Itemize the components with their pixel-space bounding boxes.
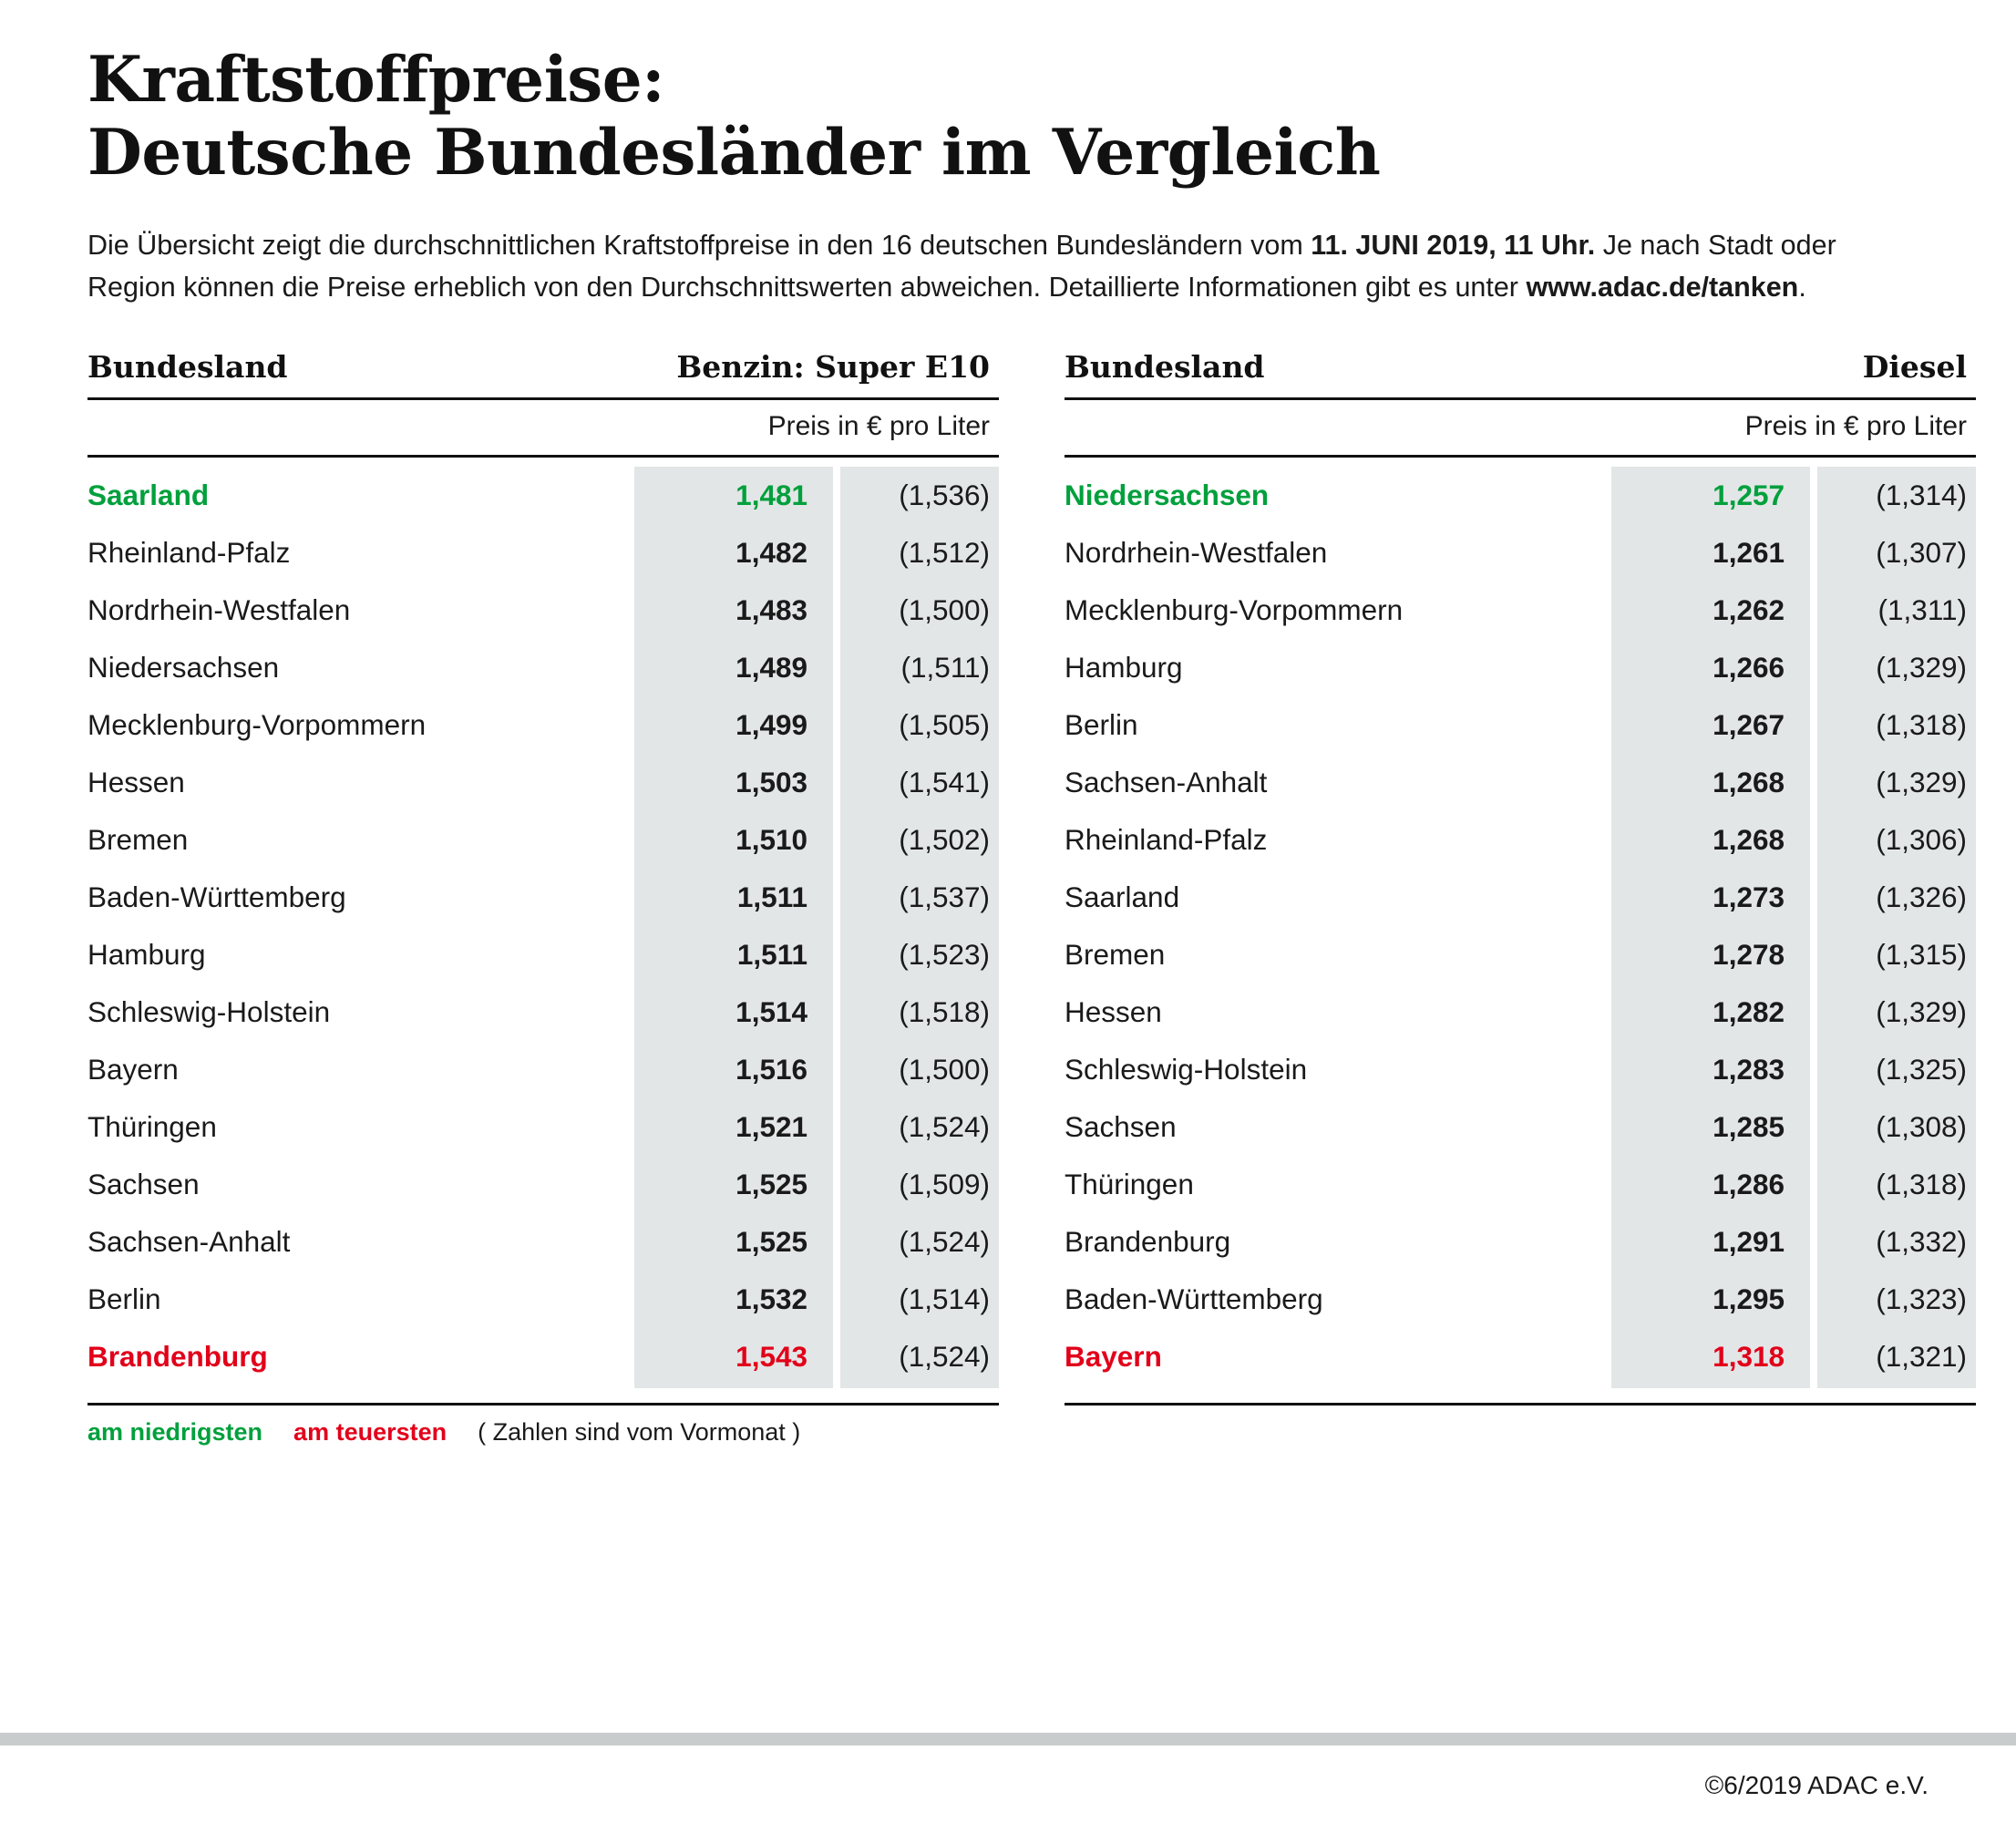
cell-bundesland: Baden-Württemberg [1065,1282,1323,1315]
table-diesel-bottom-rule [1065,1403,1976,1449]
page-title [87,44,1929,190]
copyright-text: ©6/2019 ADAC e.V. [1704,1771,1929,1799]
table-benzin-header [87,349,999,399]
intro-paragraph [87,224,1901,309]
cell-previous-price: (1,326) [1814,869,1976,926]
cell-bundesland: Mecklenburg-Vorpommern [1065,592,1404,626]
cell-previous-price: (1,306) [1814,811,1976,869]
cell-previous-price: (1,524) [837,1328,999,1388]
cell-previous-price: (1,500) [837,1041,999,1098]
cell-bundesland: Rheinland-Pfalz [87,535,291,569]
cell-bundesland: Brandenburg [87,1339,268,1373]
cell-bundesland: Saarland [1065,880,1180,913]
cell-bundesland: Thüringen [87,1109,217,1143]
table-row [87,1271,999,1328]
table-row [87,582,999,639]
cell-previous-price: (1,329) [1814,754,1976,811]
intro-part1: Die Übersicht zeigt die durchschnittlichen Kraftstoffpreise in den 16 deutschen Bundesländern vom [87,230,1311,262]
table-row [1065,754,1976,811]
table-benzin-subheader [87,398,999,456]
table-row [1065,1156,1976,1213]
table-row [87,467,999,524]
cell-bundesland: Hamburg [1065,650,1183,684]
cell-previous-price: (1,502) [837,811,999,869]
cell-current-price: 1,543 [634,1328,837,1388]
table-row [1065,582,1976,639]
cell-bundesland: Schleswig-Holstein [87,994,331,1028]
cell-bundesland: Thüringen [1065,1167,1194,1200]
cell-previous-price: (1,509) [837,1156,999,1213]
cell-bundesland: Rheinland-Pfalz [1065,822,1268,856]
subheader-spacer [1065,398,1611,456]
table-row [1065,1213,1976,1271]
table-row [1065,926,1976,983]
subheader-unit: Preis in € pro Liter [634,398,999,456]
table-row [1065,1041,1976,1098]
cell-current-price: 1,282 [1611,983,1814,1041]
table-row [87,811,999,869]
cell-current-price: 1,257 [1611,467,1814,524]
cell-previous-price: (1,524) [837,1213,999,1271]
cell-current-price: 1,511 [634,926,837,983]
subheader-unit: Preis in € pro Liter [1611,398,1976,456]
cell-current-price: 1,525 [634,1156,837,1213]
cell-bundesland: Hamburg [87,937,206,971]
table-benzin-rule [87,456,999,467]
cell-current-price: 1,262 [1611,582,1814,639]
cell-previous-price: (1,321) [1814,1328,1976,1388]
table-row [1065,467,1976,524]
cell-previous-price: (1,308) [1814,1098,1976,1156]
cell-current-price: 1,510 [634,811,837,869]
cell-current-price: 1,521 [634,1098,837,1156]
cell-bundesland: Nordrhein-Westfalen [87,592,351,626]
cell-current-price: 1,266 [1611,639,1814,696]
cell-bundesland: Bremen [1065,937,1166,971]
intro-date: 11. JUNI 2019, 11 Uhr. [1311,230,1596,262]
page-title-line2: Deutsche Bundesländer im Vergleich [87,116,1381,191]
table-diesel-subheader [1065,398,1976,456]
cell-current-price: 1,268 [1611,754,1814,811]
cell-previous-price: (1,500) [837,582,999,639]
table-row [87,754,999,811]
cell-current-price: 1,532 [634,1271,837,1328]
cell-current-price: 1,268 [1611,811,1814,869]
cell-current-price: 1,503 [634,754,837,811]
cell-previous-price: (1,518) [837,983,999,1041]
cell-bundesland: Mecklenburg-Vorpommern [87,707,427,741]
cell-current-price: 1,525 [634,1213,837,1271]
cell-previous-price: (1,524) [837,1098,999,1156]
cell-current-price: 1,514 [634,983,837,1041]
cell-previous-price: (1,318) [1814,696,1976,754]
cell-bundesland: Bayern [1065,1339,1162,1373]
cell-bundesland: Sachsen [87,1167,200,1200]
table-row [1065,811,1976,869]
page-title-line1: Kraftstoffpreise: [87,43,665,117]
table-row [1065,983,1976,1041]
table-row [87,983,999,1041]
cell-previous-price: (1,323) [1814,1271,1976,1328]
table-row [87,1156,999,1213]
cell-previous-price: (1,523) [837,926,999,983]
intro-url: www.adac.de/tanken [1526,272,1799,304]
cell-previous-price: (1,315) [1814,926,1976,983]
cell-current-price: 1,489 [634,639,837,696]
intro-part3: . [1798,272,1806,304]
column-header-bundesland: Bundesland [87,348,288,385]
table-row [87,926,999,983]
column-header-bundesland: Bundesland [1065,348,1265,385]
cell-current-price: 1,516 [634,1041,837,1098]
cell-previous-price: (1,329) [1814,983,1976,1041]
table-row [1065,869,1976,926]
cell-previous-price: (1,537) [837,869,999,926]
cell-bundesland: Nordrhein-Westfalen [1065,535,1328,569]
cell-bundesland: Berlin [1065,707,1138,741]
cell-current-price: 1,482 [634,524,837,582]
cell-current-price: 1,291 [1611,1213,1814,1271]
cell-previous-price: (1,541) [837,754,999,811]
cell-current-price: 1,261 [1611,524,1814,582]
footer-bar [0,1733,2016,1745]
cell-current-price: 1,283 [1611,1041,1814,1098]
table-row [87,1041,999,1098]
table-row [87,1213,999,1271]
cell-bundesland: Schleswig-Holstein [1065,1052,1308,1086]
cell-previous-price: (1,514) [837,1271,999,1328]
cell-current-price: 1,267 [1611,696,1814,754]
cell-current-price: 1,285 [1611,1098,1814,1156]
cell-bundesland: Baden-Württemberg [87,880,346,913]
table-row [1065,696,1976,754]
cell-previous-price: (1,329) [1814,639,1976,696]
intro-part2: Je nach Stadt oder Region können die Preise erheblich von den Durchschnittswerten abweichen. Detaillierte Informationen gibt es unter [87,230,1836,304]
table-benzin [87,349,999,1388]
table-diesel-header [1065,349,1976,399]
cell-current-price: 1,511 [634,869,837,926]
legend [87,1403,999,1447]
cell-bundesland: Sachsen-Anhalt [87,1224,291,1258]
table-row [87,869,999,926]
cell-previous-price: (1,307) [1814,524,1976,582]
table-row [1065,1328,1976,1388]
cell-previous-price: (1,511) [837,639,999,696]
cell-bundesland: Sachsen-Anhalt [1065,765,1268,798]
table-row [87,524,999,582]
cell-bundesland: Sachsen [1065,1109,1177,1143]
cell-current-price: 1,481 [634,467,837,524]
cell-previous-price: (1,505) [837,696,999,754]
table-row [1065,1098,1976,1156]
cell-bundesland: Hessen [87,765,185,798]
cell-current-price: 1,318 [1611,1328,1814,1388]
cell-current-price: 1,273 [1611,869,1814,926]
cell-bundesland: Niedersachsen [87,650,280,684]
cell-previous-price: (1,536) [837,467,999,524]
cell-bundesland: Brandenburg [1065,1224,1231,1258]
tables-container [87,348,1968,1449]
cell-previous-price: (1,325) [1814,1041,1976,1098]
table-diesel-rule [1065,456,1976,467]
column-header-fuel: Benzin: Super E10 [676,348,991,385]
cell-bundesland: Bayern [87,1052,179,1086]
cell-bundesland: Bremen [87,822,189,856]
table-diesel-body [1065,467,1976,1388]
column-header-fuel: Diesel [1862,348,1968,385]
cell-bundesland: Niedersachsen [1065,478,1270,511]
cell-current-price: 1,286 [1611,1156,1814,1213]
cell-previous-price: (1,318) [1814,1156,1976,1213]
table-row [1065,524,1976,582]
cell-previous-price: (1,332) [1814,1213,1976,1271]
subheader-spacer [87,398,634,456]
cell-previous-price: (1,512) [837,524,999,582]
cell-bundesland: Saarland [87,478,210,511]
table-row [87,696,999,754]
cell-previous-price: (1,311) [1814,582,1976,639]
table-row [1065,1271,1976,1328]
table-benzin-column [87,349,999,1449]
table-row [87,639,999,696]
table-row [87,1328,999,1388]
table-benzin-body [87,467,999,1388]
table-diesel [1065,349,1976,1388]
cell-current-price: 1,499 [634,696,837,754]
cell-current-price: 1,278 [1611,926,1814,983]
table-diesel-column [1065,349,1976,1449]
legend-note: ( Zahlen sind vom Vormonat ) [478,1417,801,1446]
cell-previous-price: (1,314) [1814,467,1976,524]
legend-lowest: am niedrigsten [87,1417,263,1446]
legend-highest: am teuersten [293,1417,447,1446]
cell-current-price: 1,295 [1611,1271,1814,1328]
cell-bundesland: Hessen [1065,994,1162,1028]
cell-current-price: 1,483 [634,582,837,639]
cell-bundesland: Berlin [87,1282,161,1315]
table-row [1065,639,1976,696]
table-row [87,1098,999,1156]
